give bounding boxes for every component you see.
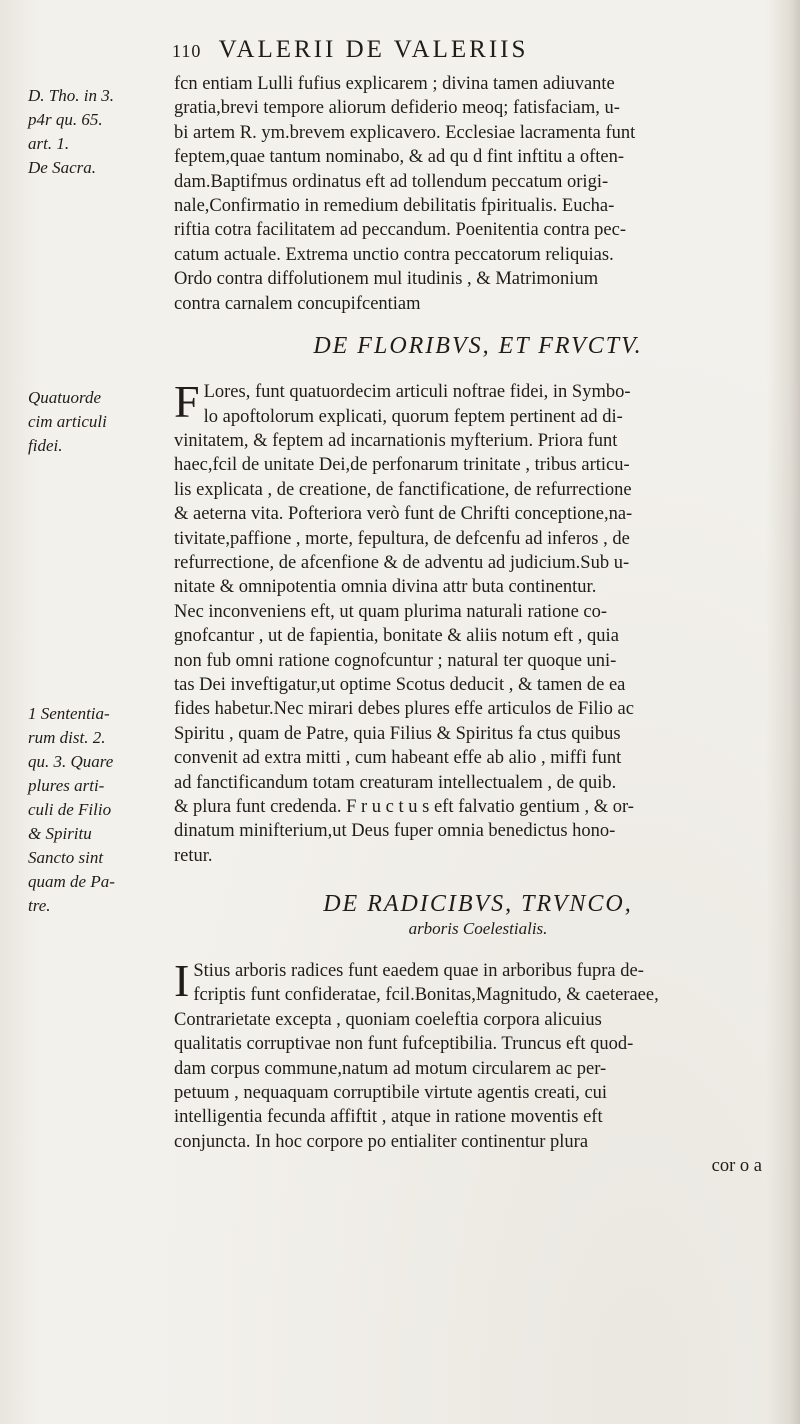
margin-note-line: D. Tho. in 3. [28,86,114,105]
margin-note-sententiarum [28,702,115,918]
text-line: fides habetur.Nec mirari debes plures effe articulos de Filio ac [174,699,634,720]
margin-note-line: De Sacra. [28,158,96,177]
running-header [172,36,792,64]
text-line: fcn entiam Lulli fufius explicarem ; divina tamen adiuvante [174,74,615,94]
margin-note-line: p4r qu. 65. [28,110,103,129]
text-line: intelligentia fecunda affiftit , atque in ratione moventis eft [174,1107,603,1128]
text-line: refurrectione, de afcenfione & de adventu ad judicium.Sub u- [174,553,630,574]
margin-note-line: Sancto sint [28,848,104,867]
text-line: lo apoftolorum explicati, quorum feptem pertinent ad di- [203,406,623,427]
text-line: Contrarietate excepta , quoniam coeleftia corpora alicuius [174,1009,602,1030]
text-line: nale,Confirmatio in remedium debilitatis fpiritualis. Eucha- [174,195,615,216]
margin-note-line: tre. [28,896,51,915]
section-subheading-radices: arboris Coelestialis. [408,918,548,938]
margin-note-line: cim articuli [28,412,107,431]
text-line: riftia cotra facilitatem ad peccandum. Poenitentia contra pec- [174,220,627,241]
margin-note-line: quam de Pa- [28,872,115,891]
paragraph-flores [174,376,782,868]
text-line: vinitatem, & feptem ad incarnationis myfterium. Priora funt [174,431,618,452]
margin-note-line: fidei. [28,436,63,455]
text-line: petuum , nequaquam corruptibile virtute agentis creati, cui [174,1082,608,1103]
text-line: retur. [174,845,213,866]
text-line: qualitatis corruptivae non funt fufceptibilia. Truncus eft quod- [174,1034,634,1055]
page-number: 110 [172,41,202,61]
text-line: & plura funt credenda. F r u c t u s eft falvatio gentium , & or- [174,796,634,817]
margin-note-line: & Spiritu [28,824,92,843]
drop-cap-i: I [174,954,190,1006]
text-line: fcriptis funt confideratae, fcil.Bonitas,Magnitudo, & caeteraee, [193,985,659,1006]
text-line: lis explicata , de creatione, de fanctificatione, de refurrectione [174,479,632,500]
paragraph-radices [174,954,782,1179]
running-title: VALERII DE VALERIIS [218,36,529,63]
margin-note-line: Quatuorde [28,388,102,407]
catchword: cor o a [711,1156,762,1177]
margin-note-line: culi de Filio [28,800,112,819]
margin-note-line: rum dist. 2. [28,728,106,747]
margin-note-line: plures arti- [28,776,105,795]
text-line: Lores, funt quatuordecim articuli noftrae fidei, in Symbo- [203,382,631,403]
section-heading-flores: DE FLORIBVS, ET FRVCTV. [313,332,643,359]
text-line: gratia,brevi tempore aliorum defiderio meoq; fatisfaciam, u- [174,98,620,119]
text-line: convenit ad extra mitti , cum habeant effe ab alio , miffi funt [174,748,622,769]
text-line: dam.Baptifmus ordinatus eft ad tollendum peccatum origi- [174,171,609,192]
text-line: & aeterna vita. Pofteriora verò funt de Chrifti conceptione,na- [174,504,633,525]
text-line: bi artem R. ym.brevem explicavero. Ecclesiae lacramenta funt [174,122,636,143]
margin-note-line: qu. 3. Quare [28,752,114,771]
text-line: tivitate,paffione , morte, fepultura, de defcenfu ad inferos , de [174,528,630,549]
text-line: feptem,quae tantum nominabo, & ad qu d fint inftitu a often- [174,147,625,168]
margin-note-line: art. 1. [28,134,70,153]
text-line: nitate & omnipotentia omnia divina attr buta continentur. [174,577,597,598]
margin-note-quatuorde [28,386,107,458]
text-line: Nec inconveniens eft, ut quam plurima naturali ratione co- [174,601,608,622]
section-heading-radices: DE RADICIBVS, TRVNCO, [323,891,633,918]
text-line: catum actuale. Extrema unctio contra peccatorum reliquias. [174,244,614,265]
drop-cap-f: F [174,376,200,428]
text-line: tas Dei inveftigatur,ut optime Scotus deducit , & tamen de ea [174,675,626,695]
paragraph-sacraments [174,72,782,316]
margin-note-dtho [28,84,114,180]
main-text [174,72,782,1178]
text-line: conjuncta. In hoc corpore po entialiter continentur plura [174,1131,589,1152]
text-line: Ordo contra diffolutionem mul itudinis , & Matrimonium [174,269,599,290]
text-line: ad fanctificandum totam creaturam intellectualem , de quib. [174,772,617,793]
text-line: Spiritu , quam de Patre, quia Filius & Spiritus fa ctus quibus [174,723,621,744]
margin-note-line: 1 Sententia- [28,704,110,723]
text-line: contra carnalem concupifcentiam [174,293,421,314]
text-line: Stius arboris radices funt eaedem quae in arboribus fupra de- [193,960,644,981]
text-line: non fub omni ratione cognofcuntur ; natural ter quoque uni- [174,650,617,671]
text-line: dinatum minifterium,ut Deus fuper omnia benedictus hono- [174,821,616,842]
text-line: dam corpus commune,natum ad motum circularem ac per- [174,1058,607,1079]
text-line: gnofcantur , ut de fapientia, bonitate & aliis notum eft , quia [174,626,619,647]
text-line: haec,fcil de unitate Dei,de perfonarum trinitate , tribus articu- [174,455,630,476]
